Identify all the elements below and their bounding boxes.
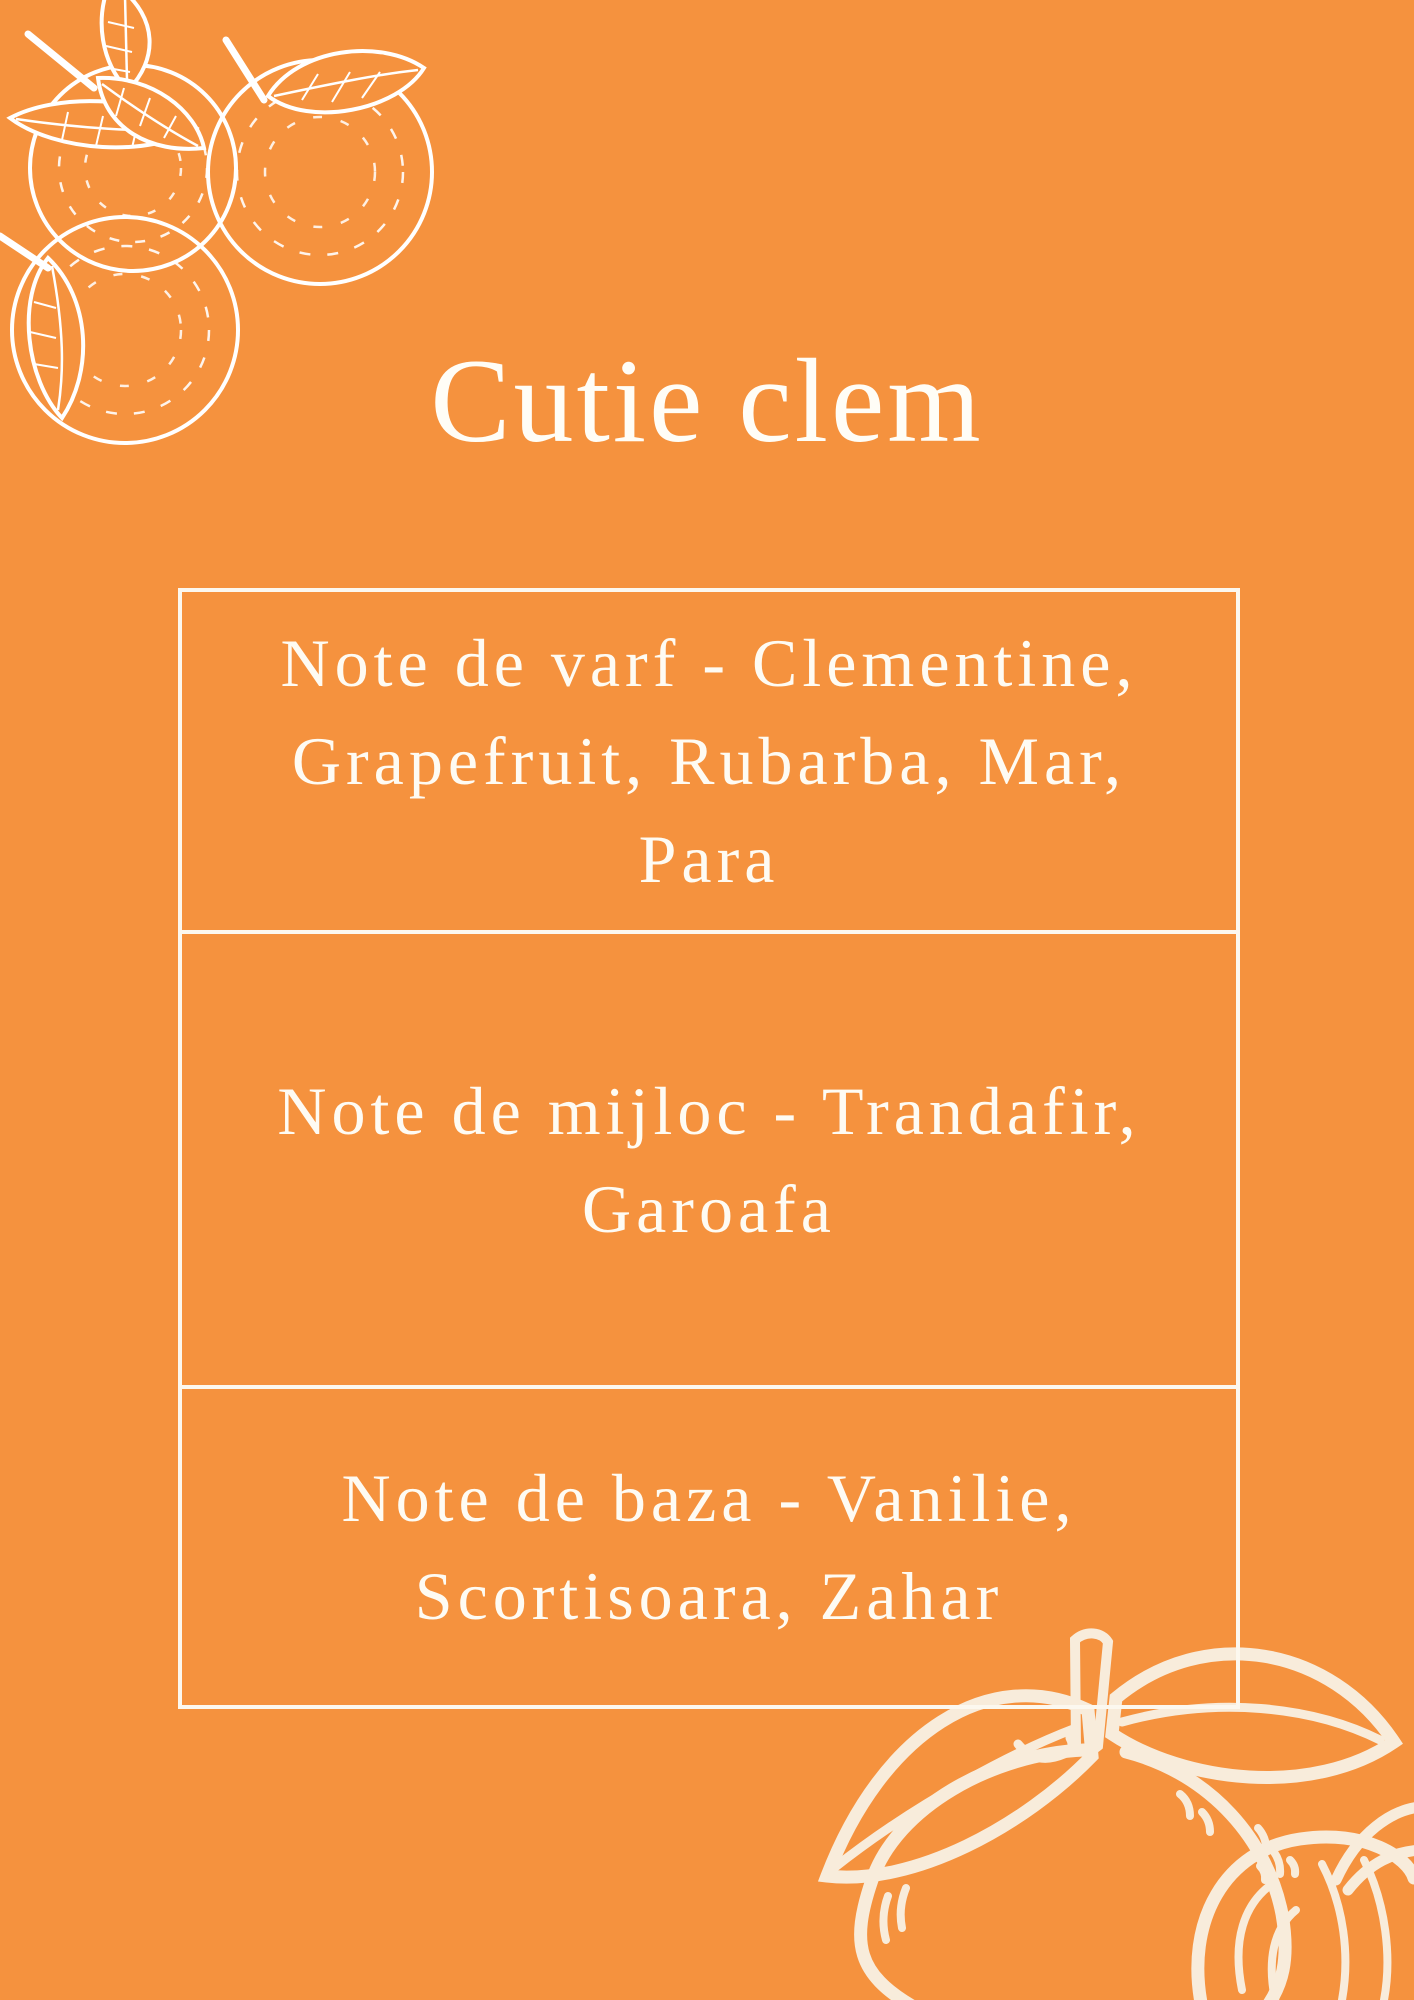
note-line: Note de varf - Clementine, (280, 625, 1138, 701)
note-line: Grapefruit, Rubarba, Mar, (291, 723, 1127, 799)
note-line: Note de baza - Vanilie, (341, 1460, 1077, 1536)
middle-notes-row (182, 930, 1236, 1385)
page-title: Cutie clem (430, 334, 984, 467)
top-notes-row (182, 592, 1236, 930)
note-line: Scortisoara, Zahar (414, 1558, 1004, 1634)
base-notes-text (342, 1449, 1077, 1645)
top-notes-text (281, 614, 1138, 908)
notes-table (178, 588, 1240, 1709)
middle-notes-text (277, 1062, 1140, 1258)
note-line: Garoafa (582, 1170, 836, 1247)
note-line: Para (638, 821, 780, 897)
note-line: Note de mijloc - Trandafir, (277, 1072, 1141, 1149)
base-notes-row (182, 1385, 1236, 1705)
